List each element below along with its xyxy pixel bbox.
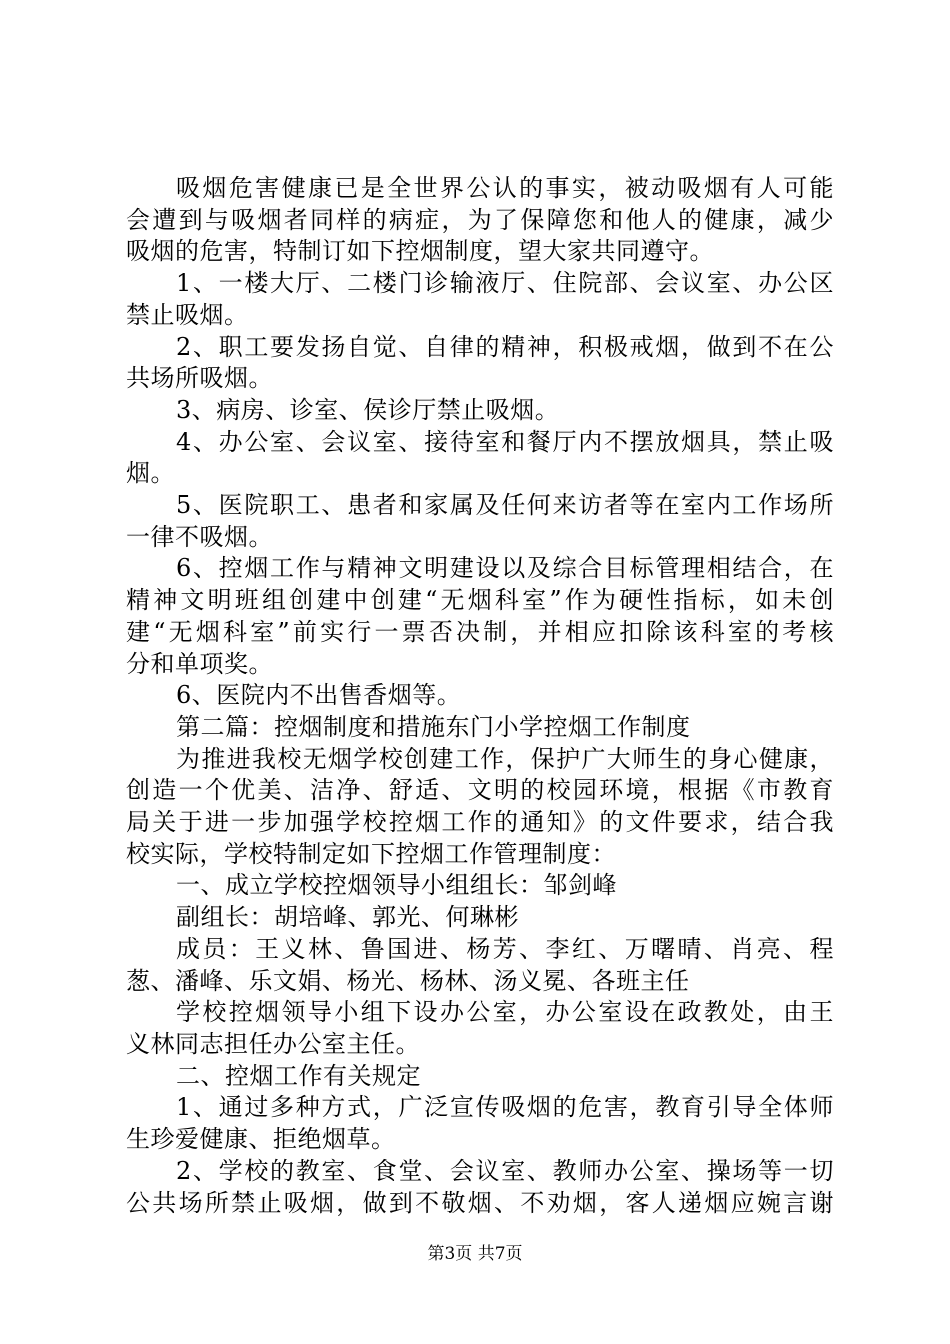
text-line: 副组长：胡培峰、郭光、何琳彬: [176, 903, 519, 932]
text-line: 学校控烟领导小组下设办公室，办公室设在政教处，由王: [176, 998, 834, 1027]
text-line: 建“无烟科室”前实行一票否决制，并相应扣除该科室的考核: [126, 617, 834, 646]
page-number-label: 第3页 共7页: [427, 1244, 523, 1264]
text-line: 1、通过多种方式，广泛宣传吸烟的危害，教育引导全体师: [176, 1093, 834, 1122]
text-line: 公共场所禁止吸烟，做到不敬烟、不劝烟，客人递烟应婉言谢: [126, 1188, 834, 1217]
text-line: 为推进我校无烟学校创建工作，保护广大师生的身心健康，: [176, 744, 834, 773]
text-line: 精神文明班组创建中创建“无烟科室”作为硬性指标，如未创: [126, 586, 834, 615]
text-line: 一律不吸烟。: [126, 522, 273, 551]
text-line: 二、控烟工作有关规定: [176, 1061, 421, 1090]
document-text-lines: [126, 173, 834, 1219]
text-line: 2、学校的教室、食堂、会议室、教师办公室、操场等一切: [176, 1156, 834, 1185]
document-body: [126, 173, 834, 1219]
text-line: 5、医院职工、患者和家属及任何来访者等在室内工作场所: [176, 491, 834, 520]
text-line: 吸烟危害健康已是全世界公认的事实，被动吸烟有人可能: [176, 174, 834, 202]
text-line: 3、病房、诊室、侯诊厅禁止吸烟。: [176, 395, 560, 424]
text-line: 局关于进一步加强学校控烟工作的通知》的文件要求，结合我: [126, 808, 834, 837]
text-line: 创造一个优美、洁净、舒适、文明的校园环境，根据《市教育: [126, 776, 834, 805]
text-line: 禁止吸烟。: [126, 300, 249, 329]
text-line: 校实际，学校特制定如下控烟工作管理制度：: [126, 839, 616, 868]
text-line: 吸烟的危害，特制订如下控烟制度，望大家共同遵守。: [126, 237, 714, 266]
text-line: 2、职工要发扬自觉、自律的精神，积极戒烟，做到不在公: [176, 332, 834, 361]
page-footer: [0, 1243, 950, 1265]
text-line: 分和单项奖。: [126, 649, 273, 678]
text-line: 6、医院内不出售香烟等。: [176, 681, 462, 710]
text-line: 葱、潘峰、乐文娟、杨光、杨林、汤义冕、各班主任: [126, 966, 690, 995]
text-line: 义林同志担任办公室主任。: [126, 1029, 420, 1058]
text-line: 共场所吸烟。: [126, 364, 273, 393]
text-line: 4、办公室、会议室、接待室和餐厅内不摆放烟具，禁止吸: [176, 427, 834, 456]
text-line: 生珍爱健康、拒绝烟草。: [126, 1125, 396, 1154]
text-line: 一、成立学校控烟领导小组组长：邹剑峰: [176, 871, 617, 900]
text-line: 6、控烟工作与精神文明建设以及综合目标管理相结合，在: [176, 554, 834, 583]
text-line: 第二篇：控烟制度和措施东门小学控烟工作制度: [176, 712, 691, 741]
text-line: 1、一楼大厅、二楼门诊输液厅、住院部、会议室、办公区: [176, 269, 834, 298]
text-line: 会遭到与吸烟者同样的病症，为了保障您和他人的健康，减少: [126, 205, 834, 234]
text-line: 成员：王义林、鲁国进、杨芳、李红、万曙晴、肖亮、程: [176, 934, 834, 963]
text-line: 烟。: [126, 459, 175, 488]
